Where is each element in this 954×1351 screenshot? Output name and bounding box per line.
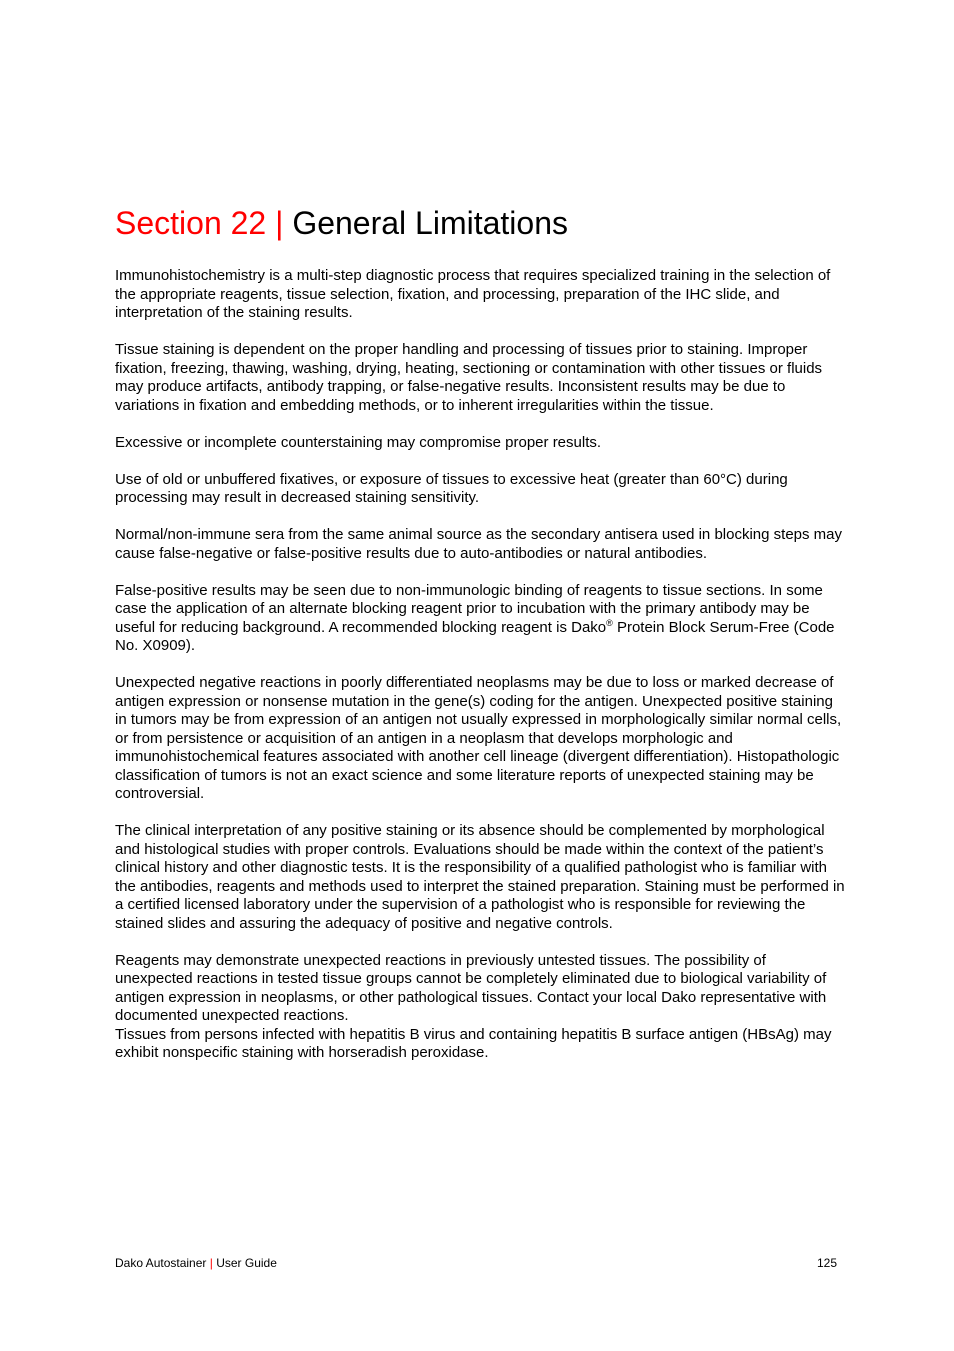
footer-guide: User Guide	[212, 1256, 277, 1270]
section-number: Section 22	[115, 205, 267, 241]
paragraph-ihc-process: Immunohistochemistry is a multi-step diagnostic process that requires specialized training in the selection of the appropriate reagents, tissue selection, fixation, and processing, preparation of the IHC slide, and interpretation of the staining results.	[115, 267, 831, 321]
paragraph-tissue-staining: Tissue staining is dependent on the proper handling and processing of tissues prior to staining. Improper fixation, freezing, thawing, washing, drying, heating, sectioning or contamination with other tissues or fluids may produce artifacts, antibody trapping, or false-negative results. Inconsistent results may be due to variations in fixation and embedding methods, or to inherent irregularities within the tissue.	[115, 341, 823, 414]
paragraph-false-positive-text-end: Protein Block Serum-Free (Code No. X0909).	[115, 618, 835, 654]
paragraph-false-positive	[115, 582, 845, 656]
document-body	[115, 267, 845, 1081]
paragraph-sera: Normal/non-immune sera from the same animal source as the secondary antisera used in blocking steps may cause false-negative or false-positive results due to auto-antibodies or natural antibodies.	[115, 526, 843, 562]
paragraph-unexpected-reactions: Unexpected negative reactions in poorly differentiated neoplasms may be due to loss or marked decrease of antigen expression or nonsense mutation in the gene(s) coding for the antigen. Unexpected positive staining in tumors may be from expression of an antigen not usually expressed in morphologically similar normal cells, or from persistence or acquisition of an antigen in a neoplasm that develops morphologic and immunohistochemical features associated with another cell lineage (divergent differentiation). Histopathologic classification of tumors is not an exact science and some literature reports of unexpected staining may be controversial.	[115, 674, 842, 802]
registered-mark: ®	[606, 617, 613, 628]
footer-separator: |	[209, 1256, 213, 1270]
paragraph-counterstaining: Excessive or incomplete counterstaining may compromise proper results.	[115, 433, 602, 451]
footer-product: Dako Autostainer	[115, 1256, 210, 1270]
section-name: General Limitations	[292, 205, 568, 241]
title-separator: |	[266, 205, 293, 241]
page-number: 125	[816, 1256, 837, 1270]
paragraph-clinical-interpretation: The clinical interpretation of any positive staining or its absence should be complemented by morphological and histological studies with proper controls. Evaluations should be made within the context of the patient’s clinical history and other diagnostic tests. It is the responsibility of a qualified pathologist who is familiar with the antibodies, reagents and methods used to interpret the stained preparation. Staining must be performed in a certified licensed laboratory under the supervision of a pathologist who is responsible for reviewing the stained slides and assuring the adequacy of positive and negative controls.	[115, 822, 845, 932]
paragraph-reagents: Reagents may demonstrate unexpected reactions in previously untested tissues. The possibility of unexpected reactions in tested tissue groups cannot be completely eliminated due to biological variability of antigen expression in neoplasms, or other pathological tissues. Contact your local Dako representative with documented unexpected reactions.	[115, 951, 827, 1024]
paragraph-fixatives: Use of old or unbuffered fixatives, or exposure of tissues to excessive heat (greater than 60°C) during processing may result in decreased staining sensitivity.	[115, 470, 788, 506]
page-title	[115, 203, 568, 243]
paragraph-hepatitis: Tissues from persons infected with hepatitis B virus and containing hepatitis B surface antigen (HBsAg) may exhibit nonspecific staining with horseradish peroxidase.	[115, 1025, 832, 1061]
paragraph-false-positive-text: False-positive results may be seen due to non-immunologic binding of reagents to tissue sections. In some case the application of an alternate blocking reagent prior to incubation with the primary antibody may be useful for reducing background. A recommended blocking reagent is Dako	[115, 581, 823, 636]
footer-title	[115, 1256, 277, 1271]
